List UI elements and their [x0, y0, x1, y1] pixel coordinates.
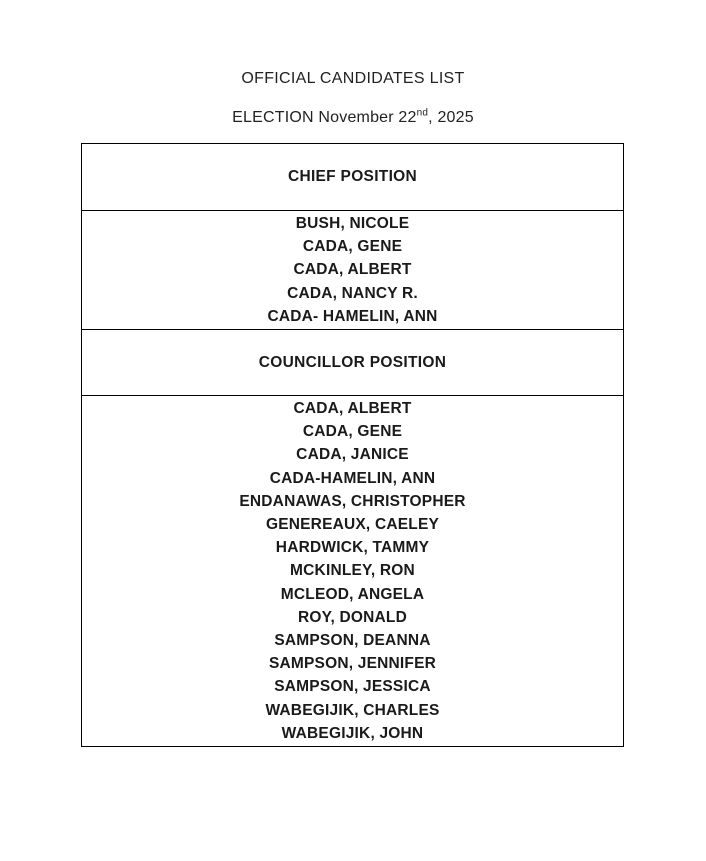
candidate-name: WABEGIJIK, CHARLES	[265, 701, 440, 719]
candidate-name: CADA, GENE	[302, 238, 403, 256]
section-header-chief: CHIEF POSITION	[287, 168, 418, 185]
candidate-name: MCLEOD, ANGELA	[280, 585, 425, 603]
candidate-name: CADA- HAMELIN, ANN	[267, 307, 438, 325]
election-date-line	[0, 108, 706, 128]
candidate-name: ROY, DONALD	[298, 608, 407, 626]
candidate-name: CADA, JANICE	[296, 446, 409, 464]
candidate-name: CADA, ALBERT	[293, 400, 412, 418]
election-date-suffix: , 2025	[428, 109, 474, 126]
candidate-name: CADA, NANCY R.	[287, 284, 418, 302]
candidate-name: SAMPSON, DEANNA	[274, 632, 431, 650]
candidate-name: BUSH, NICOLE	[295, 215, 410, 232]
section-header-councillor: COUNCILLOR POSITION	[82, 329, 623, 395]
candidate-name: CADA, ALBERT	[293, 261, 412, 279]
page-title: OFFICIAL CANDIDATES LIST	[241, 70, 465, 87]
candidate-name: HARDWICK, TAMMY	[275, 539, 430, 557]
candidate-list-councillor	[82, 395, 623, 746]
candidate-name: MCKINLEY, RON	[290, 562, 415, 580]
candidate-name: SAMPSON, JENNIFER	[268, 655, 437, 673]
candidate-name: ENDANAWAS, CHRISTOPHER	[239, 492, 466, 510]
candidate-name: CADA, GENE	[302, 423, 403, 441]
candidate-list-chief	[82, 210, 623, 329]
candidate-name: SAMPSON, JESSICA	[274, 678, 431, 696]
candidate-name: GENEREAUX, CAELEY	[265, 516, 440, 534]
candidate-name: WABEGIJIK, JOHN	[281, 724, 424, 742]
election-date-prefix: ELECTION November 22	[232, 109, 417, 126]
election-date-ordinal: nd	[416, 107, 429, 119]
candidates-table	[81, 143, 624, 747]
candidate-name: CADA-HAMELIN, ANN	[269, 469, 436, 487]
